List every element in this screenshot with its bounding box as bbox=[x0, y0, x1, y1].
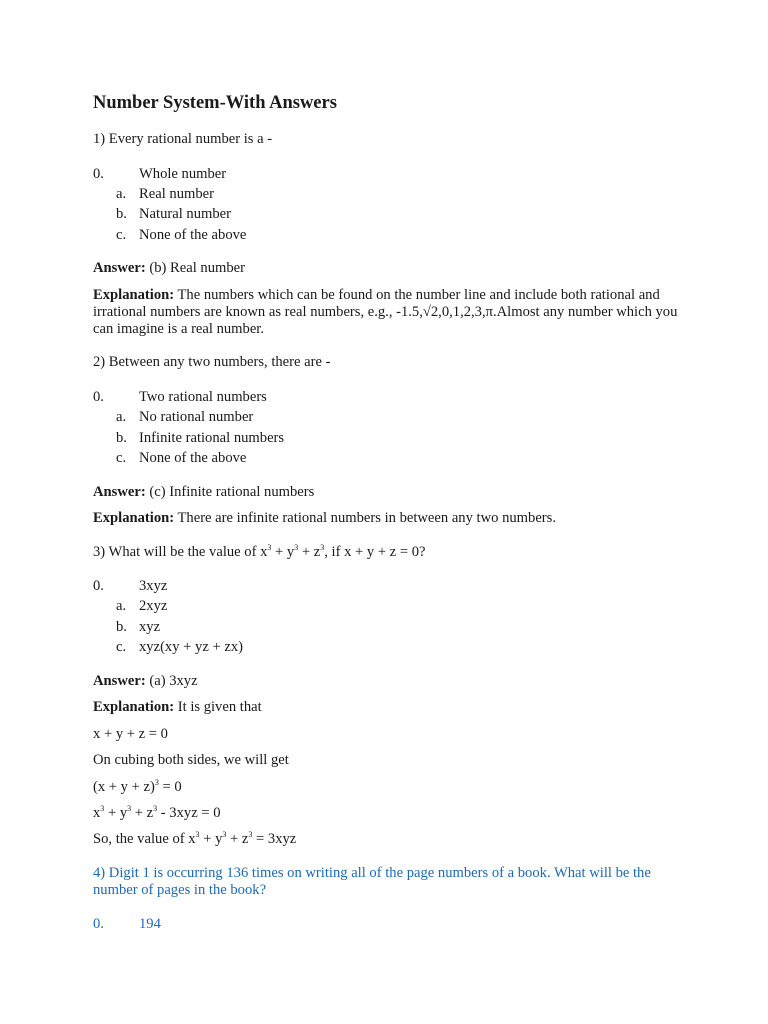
option-text: xyz(xy + yz + zx) bbox=[139, 639, 243, 655]
q3-explanation bbox=[93, 699, 262, 716]
q1-answer bbox=[93, 260, 245, 277]
option-text: Whole number bbox=[139, 166, 227, 182]
answer-label: Answer: bbox=[93, 260, 146, 276]
exponent: 3 bbox=[320, 543, 325, 552]
option-marker: c. bbox=[116, 639, 127, 655]
q1-explanation bbox=[93, 287, 683, 338]
exponent: 3 bbox=[222, 830, 227, 839]
question-4: 4) Digit 1 is occurring 136 times on writing all of the page numbers of a book. What will be the number of pages in the book? bbox=[93, 865, 651, 898]
q3-step-1: x + y + z = 0 bbox=[93, 726, 168, 742]
option-marker: c. bbox=[116, 227, 127, 243]
math-part: - 3xyz = 0 bbox=[157, 805, 221, 821]
q2-answer bbox=[93, 484, 314, 501]
q3-text-part: + z bbox=[298, 544, 321, 560]
math-part: x bbox=[93, 805, 101, 821]
option-marker: a. bbox=[116, 598, 127, 614]
math-part: + z bbox=[131, 805, 154, 821]
math-part: = 0 bbox=[158, 779, 182, 795]
math-part: + z bbox=[226, 831, 249, 847]
exponent: 3 bbox=[153, 804, 158, 813]
q2-explanation bbox=[93, 510, 556, 527]
q3-step-5 bbox=[93, 831, 296, 848]
option-text: Two rational numbers bbox=[139, 389, 267, 405]
option-text: Real number bbox=[139, 186, 214, 202]
answer-text: (b) Real number bbox=[149, 260, 245, 276]
option-marker: 0. bbox=[93, 578, 104, 594]
explanation-label: Explanation: bbox=[93, 699, 175, 715]
answer-text: (a) 3xyz bbox=[149, 673, 198, 689]
option-marker: a. bbox=[116, 409, 127, 425]
explanation-label: Explanation: bbox=[93, 510, 175, 526]
option-marker: a. bbox=[116, 186, 127, 202]
math-part: (x + y + z) bbox=[93, 779, 155, 795]
answer-label: Answer: bbox=[93, 673, 146, 689]
math-part: = 3xyz bbox=[252, 831, 297, 847]
option-text: Natural number bbox=[139, 206, 231, 222]
option-text: No rational number bbox=[139, 409, 254, 425]
option-marker: 0. bbox=[93, 389, 104, 405]
option-marker: b. bbox=[116, 619, 127, 635]
question-1: 1) Every rational number is a - bbox=[93, 131, 273, 147]
exponent: 3 bbox=[248, 830, 253, 839]
option-text: Infinite rational numbers bbox=[139, 430, 285, 446]
math-part: So, the value of x bbox=[93, 831, 196, 847]
q3-text-part: + y bbox=[271, 544, 295, 560]
question-3 bbox=[93, 544, 426, 561]
option-text: xyz bbox=[139, 619, 161, 635]
q3-step-4 bbox=[93, 805, 221, 822]
explanation-text: There are infinite rational numbers in between any two numbers. bbox=[177, 510, 556, 526]
math-part: + y bbox=[104, 805, 128, 821]
exponent: 3 bbox=[294, 543, 299, 552]
explanation-label: Explanation: bbox=[93, 287, 175, 303]
option-marker: 0. bbox=[93, 916, 104, 932]
exponent: 3 bbox=[154, 778, 159, 787]
q3-answer bbox=[93, 673, 198, 690]
option-marker: b. bbox=[116, 206, 127, 222]
exponent: 3 bbox=[127, 804, 132, 813]
explanation-text: It is given that bbox=[177, 699, 262, 715]
exponent: 3 bbox=[195, 830, 200, 839]
option-text: None of the above bbox=[139, 227, 247, 243]
answer-label: Answer: bbox=[93, 484, 146, 500]
q3-step-2: On cubing both sides, we will get bbox=[93, 752, 289, 768]
option-marker: b. bbox=[116, 430, 127, 446]
question-2: 2) Between any two numbers, there are - bbox=[93, 354, 331, 370]
option-marker: c. bbox=[116, 450, 127, 466]
math-part: + y bbox=[199, 831, 223, 847]
exponent: 3 bbox=[100, 804, 105, 813]
option-text: 3xyz bbox=[139, 578, 168, 594]
option-text: 194 bbox=[139, 916, 161, 932]
option-text: None of the above bbox=[139, 450, 247, 466]
exponent: 3 bbox=[267, 543, 272, 552]
page-title: Number System-With Answers bbox=[93, 93, 337, 113]
option-marker: 0. bbox=[93, 166, 104, 182]
answer-text: (c) Infinite rational numbers bbox=[149, 484, 315, 500]
q3-step-3 bbox=[93, 779, 182, 796]
explanation-text: The numbers which can be found on the number line and include both rational and irrational numbers are known as real numbers, e.g., -1.5,√2,0,1,2,3,π.Almost any number which you can imagine is a real number. bbox=[93, 287, 678, 337]
q3-text-part: 3) What will be the value of x bbox=[93, 544, 268, 560]
option-text: 2xyz bbox=[139, 598, 168, 614]
q3-text-part: , if x + y + z = 0? bbox=[324, 544, 426, 560]
